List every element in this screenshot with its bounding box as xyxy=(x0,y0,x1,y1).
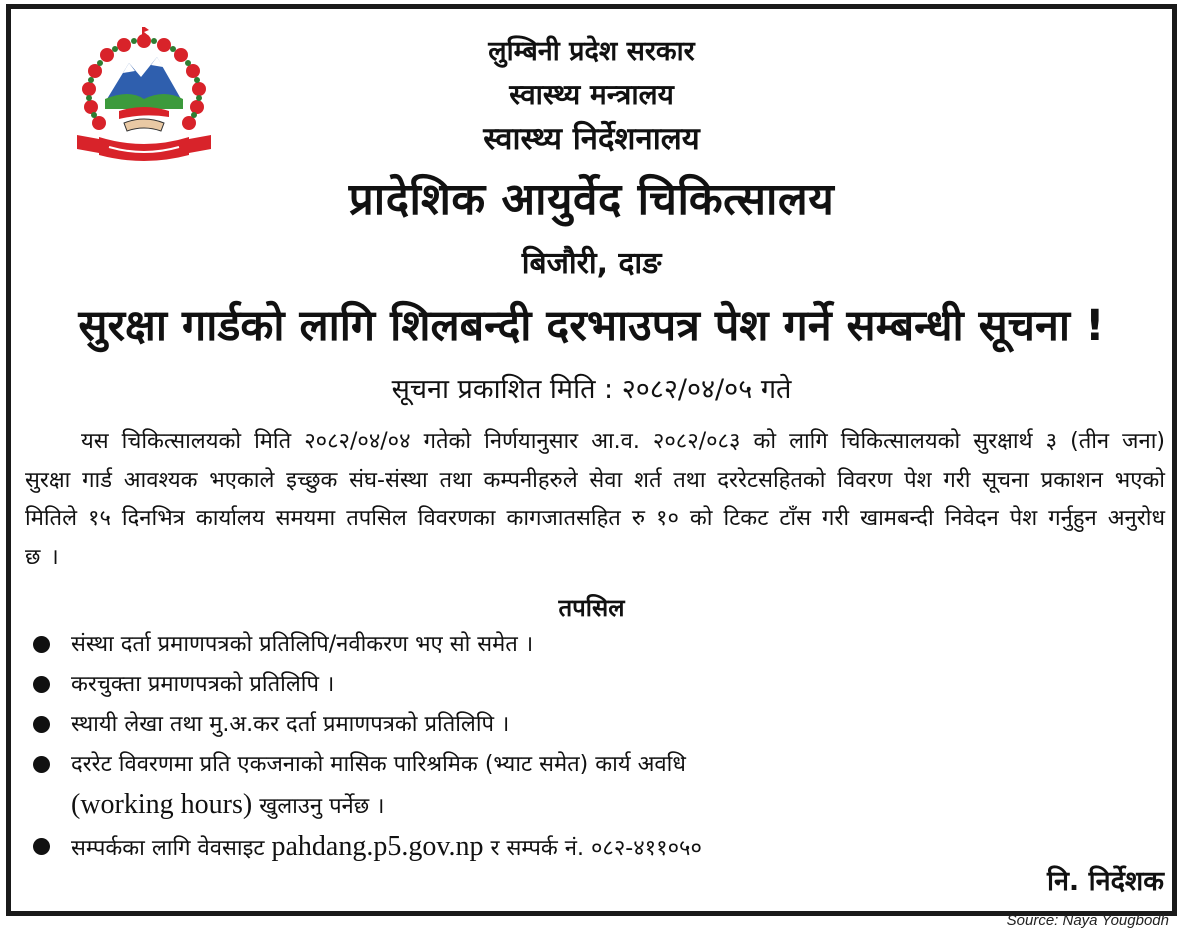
province-government: लुम्बिनी प्रदेश सरकार xyxy=(488,36,695,67)
directorate-name: स्वास्थ्य निर्देशनालय xyxy=(483,121,700,157)
hospital-name: प्रादेशिक आयुर्वेद चिकित्सालय xyxy=(348,174,835,225)
list-item xyxy=(27,665,1157,705)
list-item-text: दररेट विवरणमा प्रति एकजनाको मासिक पारिश्रमिक (भ्याट समेत) कार्य अवधि xyxy=(71,752,686,777)
notice-body: यस चिकित्सालयको मिति २०८२/०४/०४ गतेको निर्णयानुसार आ.व. २०८२/०८३ को लागि चिकित्सालयको सुरक्षार्थ ३ (तीन जना) सुरक्षा गार्ड आवश्यक भएकाले इच्छुक संघ-संस्था तथा कम्पनीहरुले सेवा शर्त तथा दररेटसहितको विवरण पेश गरी सूचना प्रकाशन भएको मितिले १५ दिनभित्र कार्यालय समयमा तपसिल विवरणका कागजातसहित रु १० को टिकट टाँस गरी खामबन्दी निवेदन पेश गर्नुहुन अनुरोध छ । xyxy=(25,429,1165,570)
list-item-text: स्थायी लेखा तथा मु.अ.कर दर्ता प्रमाणपत्रको प्रतिलिपि । xyxy=(71,712,510,737)
working-hours-text: (working hours) xyxy=(71,789,253,820)
signature-title: नि. निर्देशक xyxy=(1046,866,1164,897)
list-item xyxy=(27,625,1157,665)
list-item-text: संस्था दर्ता प्रमाणपत्रको प्रतिलिपि/नवीकरण भए सो समेत । xyxy=(71,632,534,657)
bullet-icon xyxy=(33,636,50,653)
list-item xyxy=(27,745,1157,827)
list-item xyxy=(27,705,1157,745)
list-item-text: सम्पर्कका लागि वेवसाइट xyxy=(71,836,272,861)
publication-date: सूचना प्रकाशित मिति : २०८२/०४/०५ गते xyxy=(391,374,792,405)
contact-number: र सम्पर्क नं. ०८२-४११०५० xyxy=(483,836,702,861)
bullet-icon xyxy=(33,676,50,693)
ministry-name: स्वास्थ्य मन्त्रालय xyxy=(509,78,674,111)
hospital-location: बिजौरी, दाङ xyxy=(521,246,662,281)
list-item xyxy=(27,827,1157,869)
notice-frame xyxy=(6,4,1177,916)
bullet-icon xyxy=(33,716,50,733)
bullet-icon xyxy=(33,838,50,855)
bullet-icon xyxy=(33,756,50,773)
notice-title: सुरक्षा गार्डको लागि शिलबन्दी दरभाउपत्र पेश गर्ने सम्बन्धी सूचना ! xyxy=(78,301,1105,351)
source-credit: Source: Naya Yougbodh xyxy=(1006,912,1169,929)
website-link[interactable]: pahdang.p5.gov.np xyxy=(271,831,484,862)
list-item-text: खुलाउनु पर्नेछ । xyxy=(252,794,385,819)
list-item-text: करचुक्ता प्रमाणपत्रको प्रतिलिपि । xyxy=(71,672,335,697)
requirements-list xyxy=(27,625,1157,869)
tapasil-heading: तपसिल xyxy=(558,594,625,622)
